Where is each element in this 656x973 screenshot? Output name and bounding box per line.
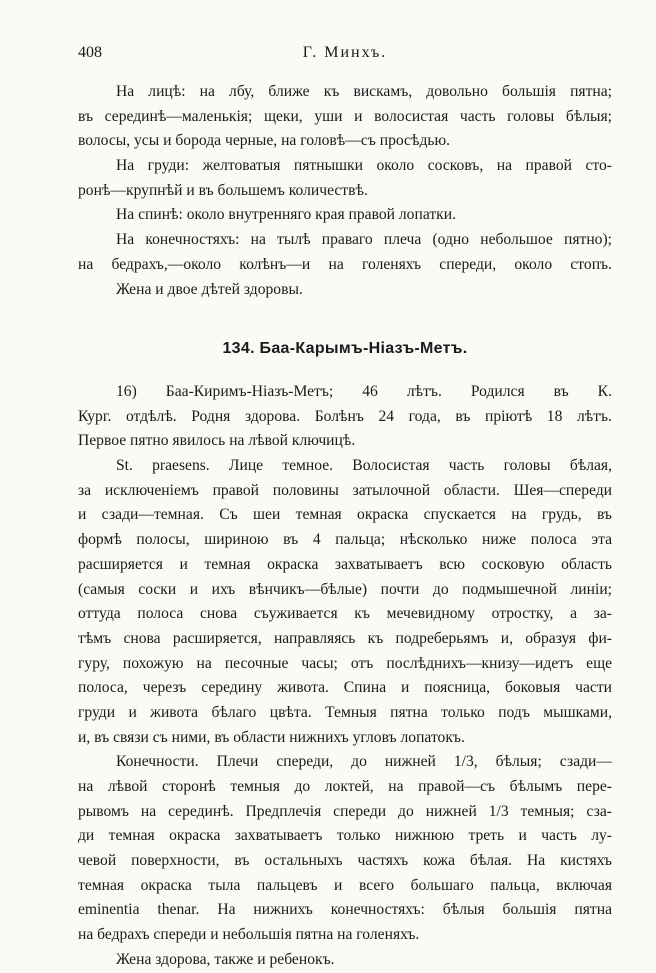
- text-line: (самыя соски и ихъ вѣнчикъ—бѣлые) почти до подмышечной линіи;: [78, 580, 612, 598]
- text-line: St. praesens. Лице темное. Волосистая часть головы бѣлая,: [116, 457, 612, 475]
- text-line: ронѣ—крупнѣй и въ большемъ количествѣ.: [78, 181, 368, 199]
- text-line: за исключеніемъ правой половины затылочной области. Шея—спереди: [78, 481, 612, 499]
- text-line: на бедрахъ спереди и небольшія пятна на голеняхъ.: [78, 926, 420, 944]
- text-line: расширяется и темная окраска захватываетъ всю сосковую область: [78, 555, 612, 573]
- intro-text-block: [78, 80, 612, 302]
- text-line: оттуда полоса снова съуживается къ мечевидному отростку, а за-: [78, 605, 612, 623]
- running-head: Г. Минхъ.: [302, 44, 388, 61]
- text-line: волосы, усы и борода черные, на головѣ—съ просѣдью.: [78, 132, 451, 150]
- text-line: полоса, черезъ середину живота. Спина и поясница, боковыя части: [78, 679, 612, 697]
- text-line: и сзади—темная. Съ шеи темная окраска спускается на грудь, въ: [78, 506, 612, 524]
- text-line: груди и живота бѣлаго цвѣта. Темныя пятна только подъ мышками,: [78, 703, 612, 721]
- text-line: Жена и двое дѣтей здоровы.: [116, 280, 303, 298]
- text-line: и, въ связи съ ними, въ области нижнихъ угловъ лопатокъ.: [78, 728, 465, 746]
- text-line: на лѣвой сторонѣ темныя до локтей, на правой—съ бѣлымъ пере-: [78, 778, 612, 795]
- case-text-block: [78, 380, 612, 973]
- text-line: тѣмъ снова расширяется, направляясь къ подреберьямъ и, образуя фи-: [78, 629, 612, 647]
- page-header: [78, 44, 612, 68]
- text-line: Первое пятно явилось на лѣвой ключицѣ.: [78, 432, 356, 450]
- text-line: Кург. отдѣлѣ. Родня здорова. Болѣнъ 24 года, въ пріютѣ 18 лѣтъ.: [78, 407, 612, 425]
- text-line: формѣ полосы, шириною въ 4 пальца; нѣсколько ниже полоса эта: [78, 531, 612, 549]
- text-line: Конечности. Плечи спереди, до нижней 1/3, бѣлыя; сзади—: [116, 753, 612, 771]
- text-line: гуру, похожую на песочные часы; отъ послѣднихъ—книзу—идетъ еще: [78, 654, 612, 672]
- text-line: На конечностяхъ: на тылѣ праваго плеча (одно небольшое пятно);: [116, 231, 612, 249]
- text-line: въ серединѣ—маленькія; щеки, уши и волосистая часть головы бѣлыя;: [78, 107, 612, 125]
- text-line: на бедрахъ,—около колѣнъ—и на голеняхъ спереди, около стопъ.: [78, 255, 612, 273]
- text-line: рывомъ на серединѣ. Предплечія спереди до нижней 1/3 темныя; сза-: [78, 802, 612, 820]
- text-line: темная окраска тыла пальцевъ и всего большаго пальца, включая: [78, 876, 612, 894]
- text-line: На лицѣ: на лбу, ближе къ вискамъ, довольно большія пятна;: [116, 83, 612, 100]
- text-line: eminentia thenar. На нижнихъ конечностяхъ: бѣлыя большія пятна: [78, 901, 612, 919]
- text-line: 16) Баа-Киримъ-Ніазъ-Метъ; 46 лѣтъ. Родился въ К.: [116, 383, 612, 400]
- text-line: На спинѣ: около внутренняго края правой лопатки.: [116, 206, 456, 224]
- page-number: 408: [78, 44, 102, 61]
- text-line: ди темная окраска захватываетъ только нижнюю треть и часть лу-: [78, 827, 612, 845]
- section-heading: 134. Баа-Карымъ-Ніазъ-Метъ.: [222, 340, 468, 357]
- text-line: На груди: желтоватыя пятнышки около сосковъ, на правой сто-: [116, 157, 612, 175]
- text-line: Жена здорова, также и ребенокъ.: [116, 950, 335, 968]
- text-line: чевой поверхности, въ остальныхъ частяхъ кожа бѣлая. На кистяхъ: [78, 852, 612, 870]
